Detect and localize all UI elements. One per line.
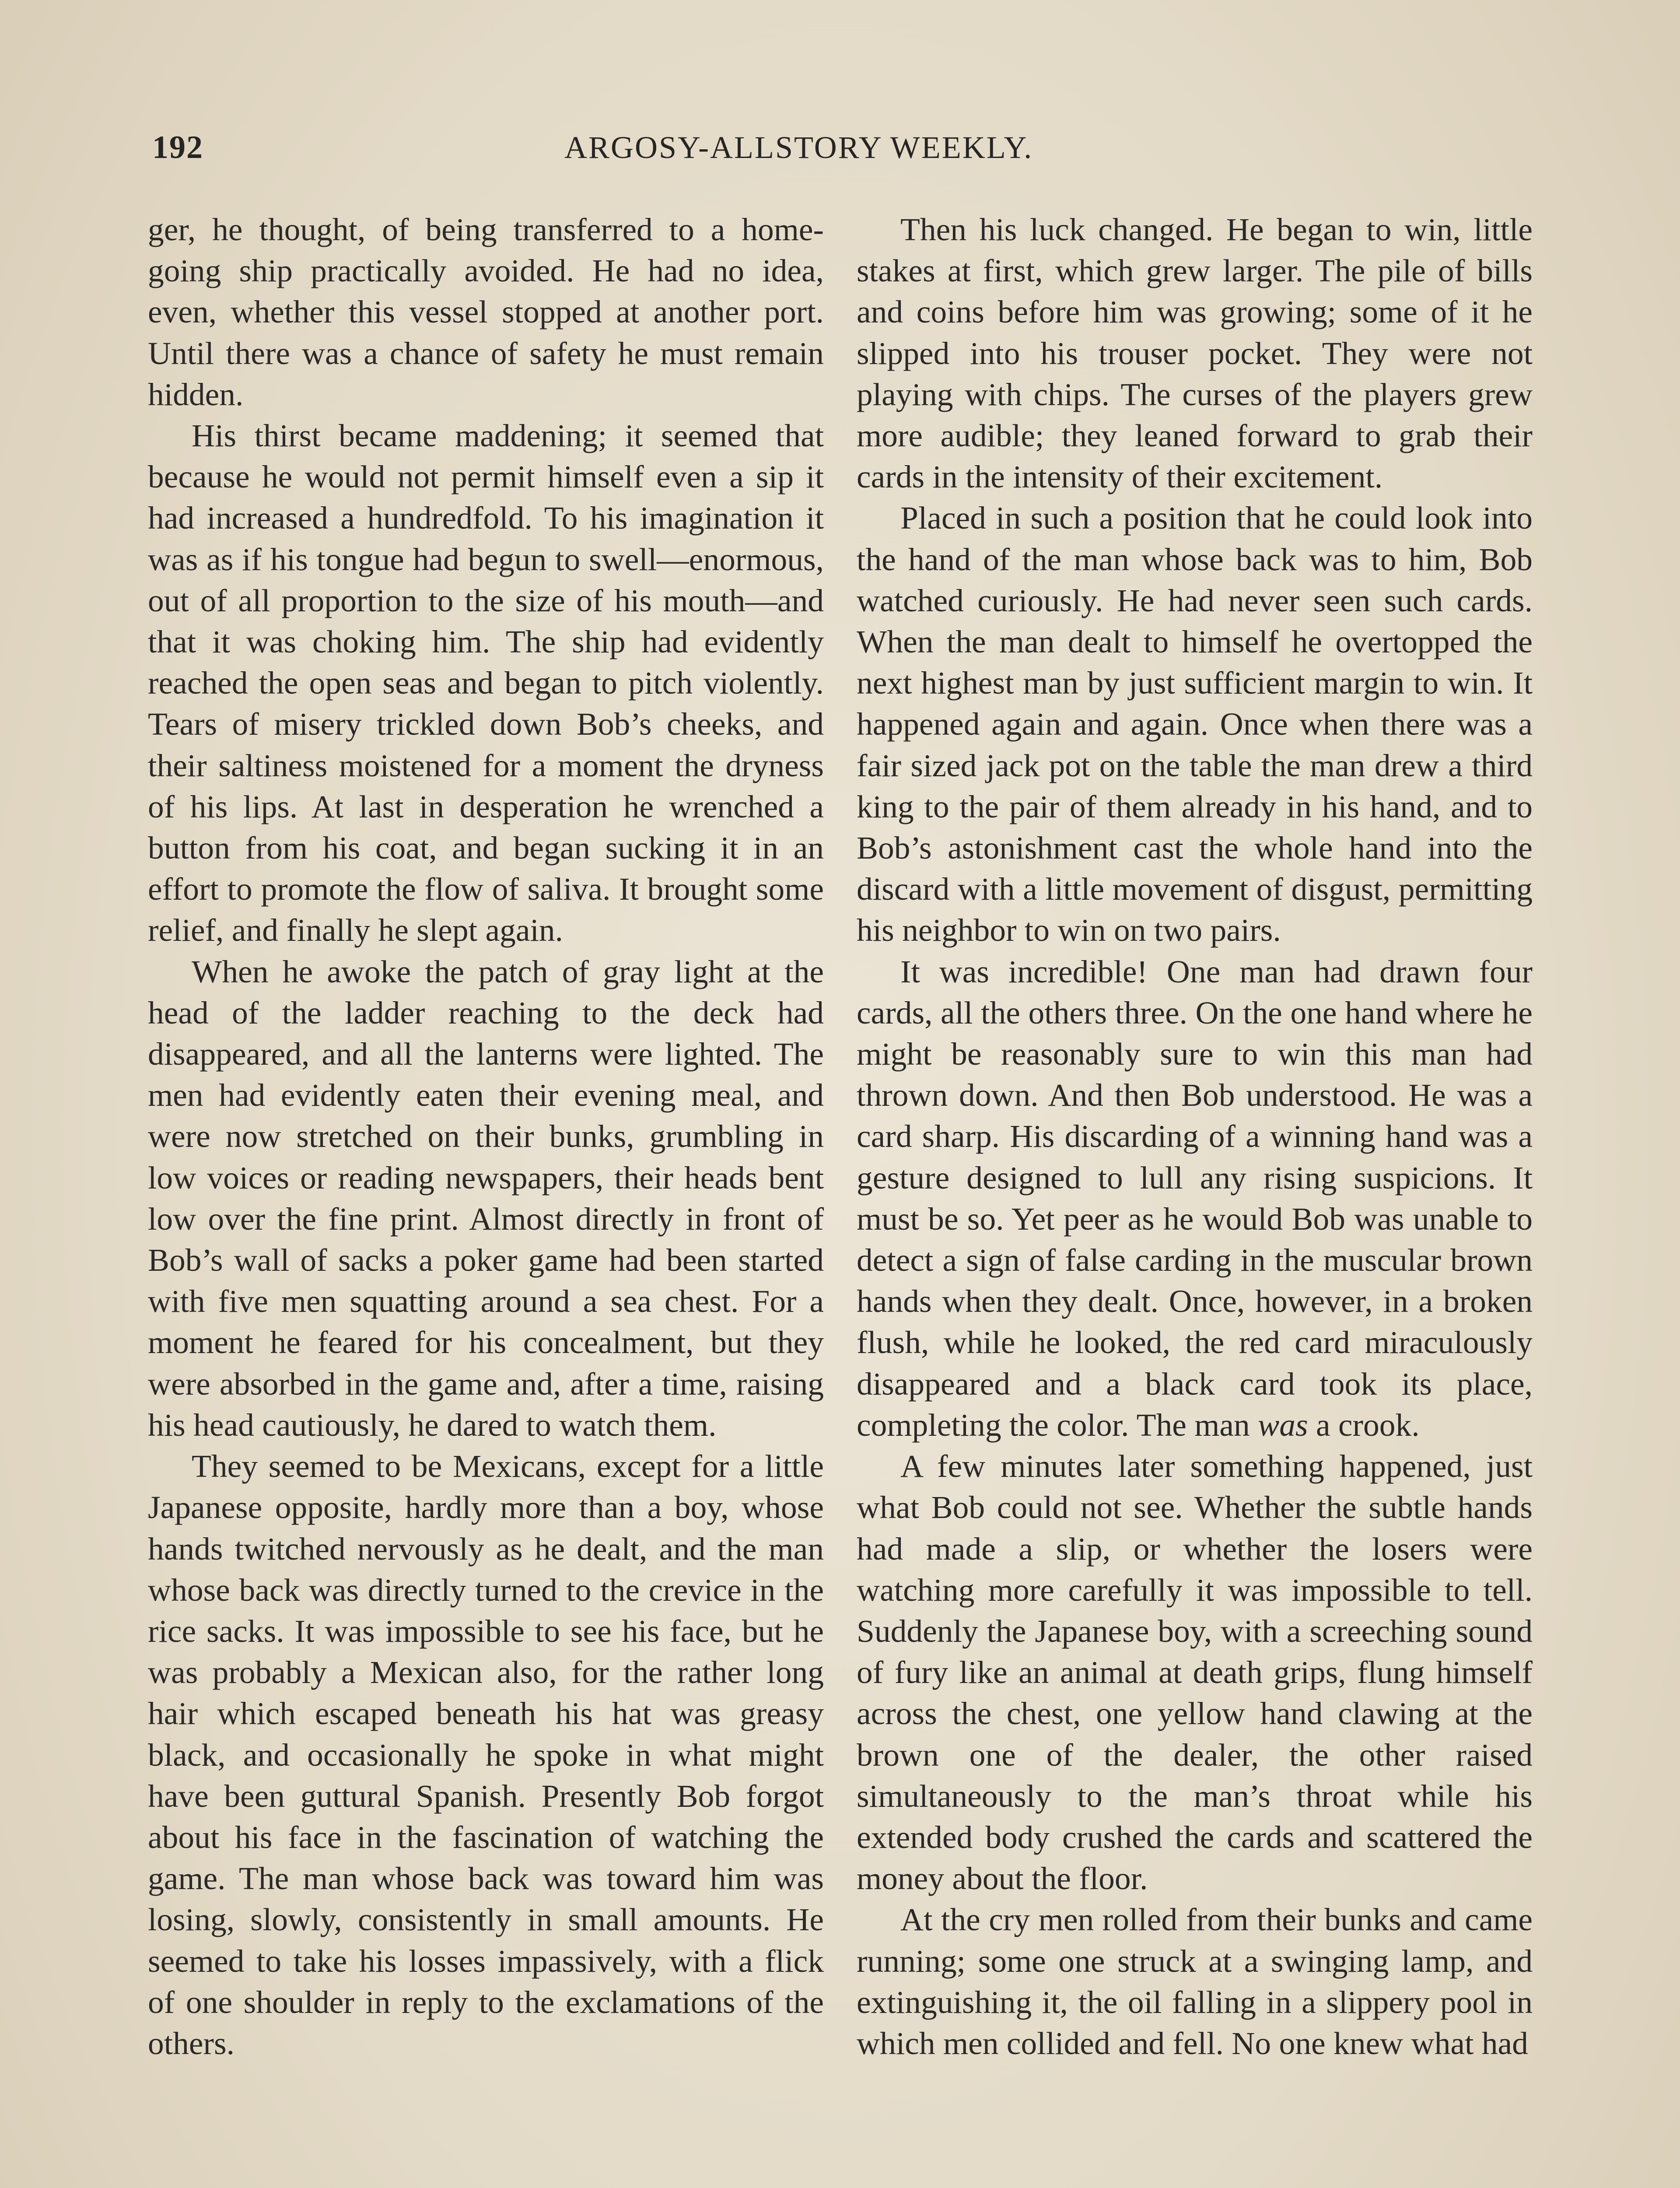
paragraph: When he awoke the patch of gray light at the head of the ladder reaching to the deck had disappeared, and all the lanterns were lighted. The men had evidently eaten their evening meal, and were now stretched on their bunks, grumbling in low voices or reading newspapers, their heads bent low over the fine print. Almost directly in front of Bob’s wall of sacks a poker game had been started with five men squatting around a sea chest. For a moment he feared for his concealment, but they were absorbed in the game and, after a time, raising his head cautiously, he dared to watch them. bbox=[148, 954, 824, 1443]
paragraph bbox=[857, 951, 1533, 1446]
paragraph-text: It was incredible! One man had drawn four cards, all the others three. On the one hand where he might be reasonably sure to win this man had thrown down. And then Bob understood. He was a card sharp. His discarding of a winning hand was a gesture designed to lull any rising suspicions. It must be so. Yet peer as he would Bob was unable to detect a sign of false carding in the muscular brown hands when they dealt. Once, however, in a broken flush, while he looked, the red card miraculously disappeared and a black card took its place, completing the color. The man bbox=[857, 954, 1533, 1443]
text-column-left bbox=[148, 209, 824, 2064]
paragraph: ger, he thought, of being transferred to a home-going ship practically avoided. He had no idea, even, whether this vessel stopped at another port. Until there was a chance of safety he must remain hidden. bbox=[148, 212, 824, 412]
paragraph: His thirst became maddening; it seemed that because he would not permit himself even a sip it had increased a hundredfold. To his imagination it was as if his tongue had begun to swell—enormous, out of all proportion to the size of his mouth—and that it was choking him. The ship had evidently reached the open seas and began to pitch violently. Tears of misery trickled down Bob’s cheeks, and their saltiness moistened for a moment the dryness of his lips. At last in desperation he wrenched a button from his coat, and began sucking it in an effort to promote the flow of saliva. It brought some relief, and finally he slept again. bbox=[148, 418, 824, 948]
paragraph: Placed in such a position that he could look into the hand of the man whose back was to him, Bob watched curiously. He had never seen such cards. When the man dealt to himself he overtopped the next highest man by just sufficient margin to win. It happened again and again. Once when there was a fair sized jack pot on the table the man drew a third king to the pair of them already in his hand, and to Bob’s astonishment cast the whole hand into the discard with a little movement of disgust, permitting his neighbor to win on two pairs. bbox=[857, 500, 1533, 948]
italic-emphasis: was bbox=[1258, 1407, 1308, 1443]
paragraph-text: a crook. bbox=[1316, 1407, 1420, 1443]
paragraph: At the cry men rolled from their bunks and came running; some one struck at a swinging lamp, and extinguishing it, the oil falling in a slippery pool in which men collided and fell. No one knew what had bbox=[857, 1902, 1533, 2061]
page-number: 192 bbox=[152, 130, 203, 165]
paragraph: Then his luck changed. He began to win, little stakes at first, which grew larger. The pile of bills and coins before him was growing; some of it he slipped into his trouser pocket. They were not playing with chips. The curses of the players grew more audible; they leaned forward to grab their cards in the intensity of their excitement. bbox=[857, 212, 1533, 495]
paragraph: A few minutes later something happened, just what Bob could not see. Whether the subtle hands had made a slip, or whether the losers were watching more carefully it was impossible to tell. Suddenly the Japanese boy, with a screeching sound of fury like an animal at death grips, flung himself across the chest, one yellow hand clawing at the brown one of the dealer, the other raised simultaneously to the man’s throat while his extended body crushed the cards and scattered the money about the floor. bbox=[857, 1448, 1533, 1897]
text-column-right bbox=[857, 209, 1533, 2064]
magazine-title: ARGOSY-ALLSTORY WEEKLY. bbox=[564, 130, 1033, 165]
paragraph: They seemed to be Mexicans, except for a little Japanese opposite, hardly more than a boy, whose hands twitched nervously as he dealt, and the man whose back was directly turned to the crevice in the rice sacks. It was impossible to see his face, but he was probably a Mexican also, for the rather long hair which escaped beneath his hat was greasy black, and occasionally he spoke in what might have been guttural Spanish. Presently Bob forgot about his face in the fascination of watching the game. The man whose back was toward him was losing, slowly, consistently in small amounts. He seemed to take his losses impassively, with a flick of one shoulder in reply to the exclamations of the others. bbox=[148, 1448, 824, 2061]
